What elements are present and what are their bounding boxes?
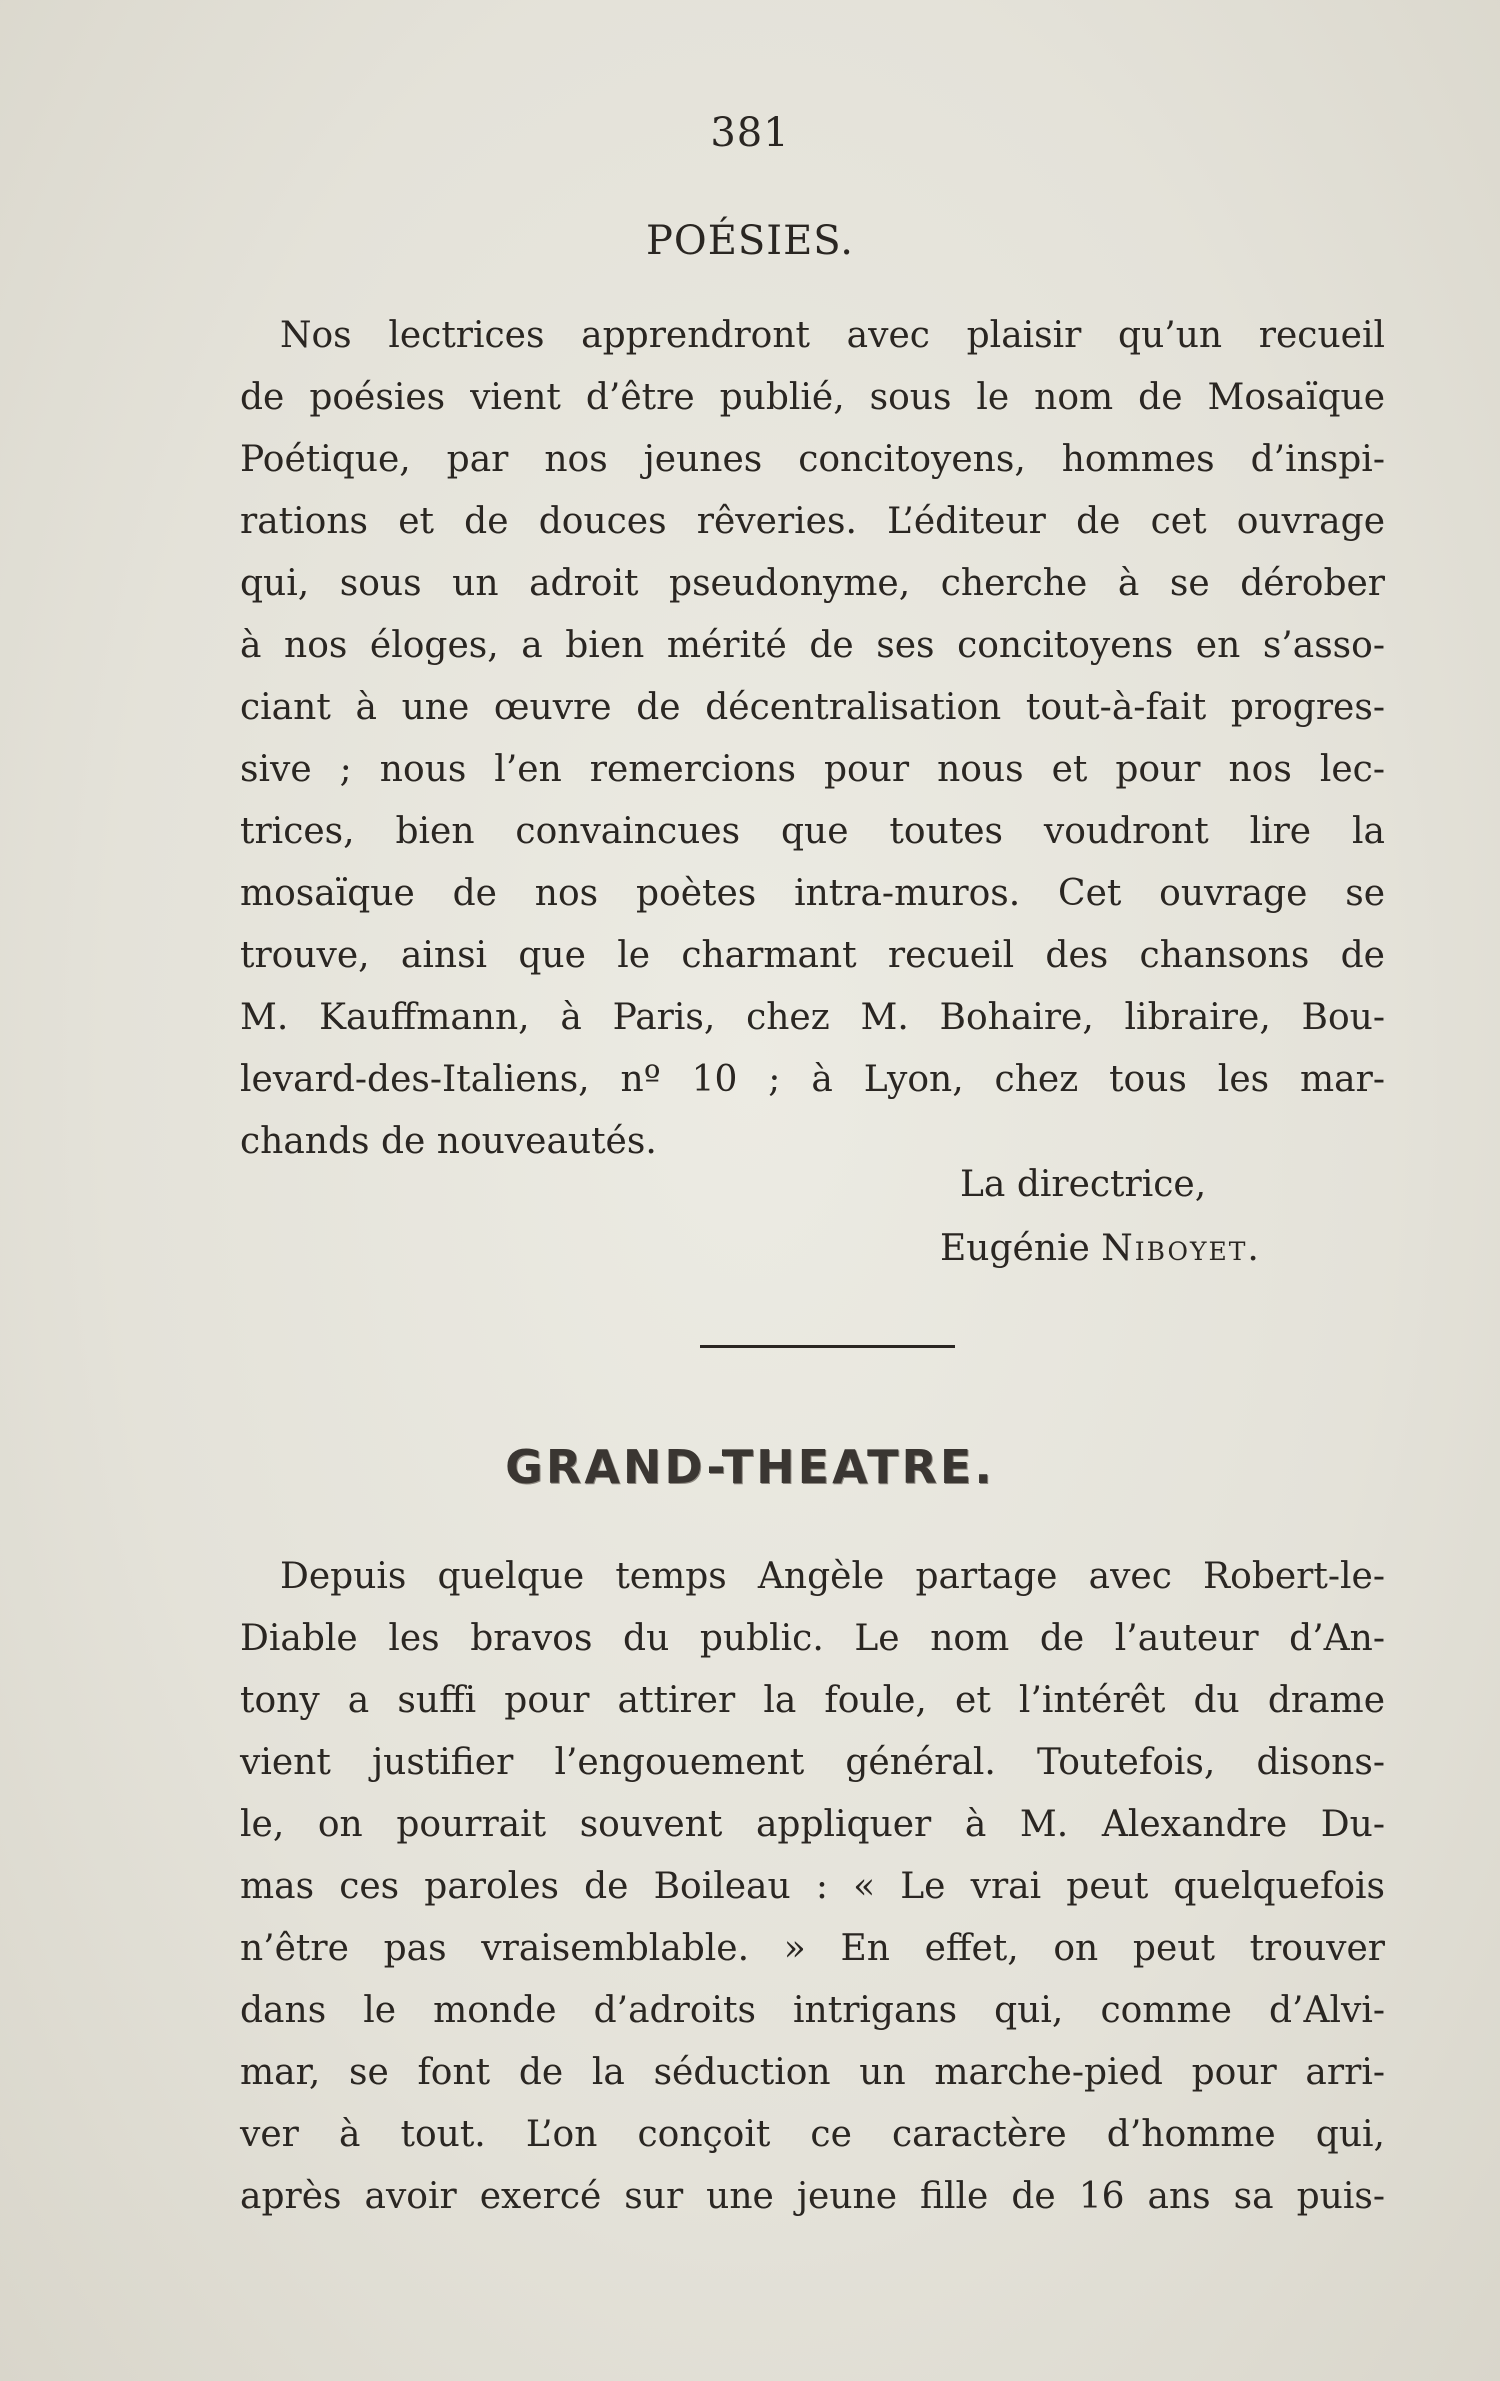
text-line: Depuis quelque temps Angèle partage avec Robert-le- xyxy=(280,1556,1385,1597)
text-line: n’être pas vraisemblable. » En effet, on peut trouver xyxy=(240,1928,1385,1969)
theatre-paragraph xyxy=(240,1546,1385,2228)
signature-role: La directrice, xyxy=(960,1164,1207,1205)
text-line: mosaïque de nos poètes intra-muros. Cet ouvrage se xyxy=(240,873,1385,914)
text-line: Nos lectrices apprendront avec plaisir qu’un recueil xyxy=(280,315,1385,356)
text-line: vient justifier l’engouement général. Toutefois, disons- xyxy=(240,1742,1385,1783)
text-line: tony a suffi pour attirer la foule, et l’intérêt du drame xyxy=(240,1680,1385,1721)
signature-surname: Niboyet. xyxy=(1101,1228,1261,1269)
text-line: chands de nouveautés. xyxy=(240,1121,657,1162)
text-line: sive ; nous l’en remercions pour nous et pour nos lec- xyxy=(240,749,1385,790)
poesies-paragraph xyxy=(240,305,1385,1173)
text-line: Poétique, par nos jeunes concitoyens, hommes d’inspi- xyxy=(240,439,1385,480)
text-line: trouve, ainsi que le charmant recueil des chansons de xyxy=(240,935,1385,976)
text-line: dans le monde d’adroits intrigans qui, comme d’Alvi- xyxy=(240,1990,1385,2031)
text-line: mar, se font de la séduction un marche-pied pour arri- xyxy=(240,2052,1385,2093)
signature-name xyxy=(940,1218,1261,1280)
text-line: à nos éloges, a bien mérité de ses concitoyens en s’asso- xyxy=(240,625,1385,666)
theatre-heading: GRAND-THEATRE. xyxy=(505,1440,995,1494)
text-line: trices, bien convaincues que toutes voudront lire la xyxy=(240,811,1385,852)
text-line: de poésies vient d’être publié, sous le nom de Mosaïque xyxy=(240,377,1385,418)
section-divider xyxy=(700,1345,955,1348)
signature-first-name: Eugénie xyxy=(940,1228,1090,1269)
poesies-heading: POÉSIES. xyxy=(646,218,854,264)
text-line: mas ces paroles de Boileau : « Le vrai peut quelquefois xyxy=(240,1866,1385,1907)
text-line: Diable les bravos du public. Le nom de l’auteur d’An- xyxy=(240,1618,1385,1659)
text-line: ver à tout. L’on conçoit ce caractère d’homme qui, xyxy=(240,2114,1385,2155)
text-line: ciant à une œuvre de décentralisation tout-à-fait progres- xyxy=(240,687,1385,728)
text-line: M. Kauffmann, à Paris, chez M. Bohaire, libraire, Bou- xyxy=(240,997,1385,1038)
text-line: le, on pourrait souvent appliquer à M. Alexandre Du- xyxy=(240,1804,1385,1845)
text-line: après avoir exercé sur une jeune fille de 16 ans sa puis- xyxy=(240,2176,1385,2217)
text-line: qui, sous un adroit pseudonyme, cherche à se dérober xyxy=(240,563,1385,604)
text-line: levard-des-Italiens, nº 10 ; à Lyon, chez tous les mar- xyxy=(240,1059,1385,1100)
page-number: 381 xyxy=(710,110,790,156)
text-line: rations et de douces rêveries. L’éditeur de cet ouvrage xyxy=(240,501,1385,542)
